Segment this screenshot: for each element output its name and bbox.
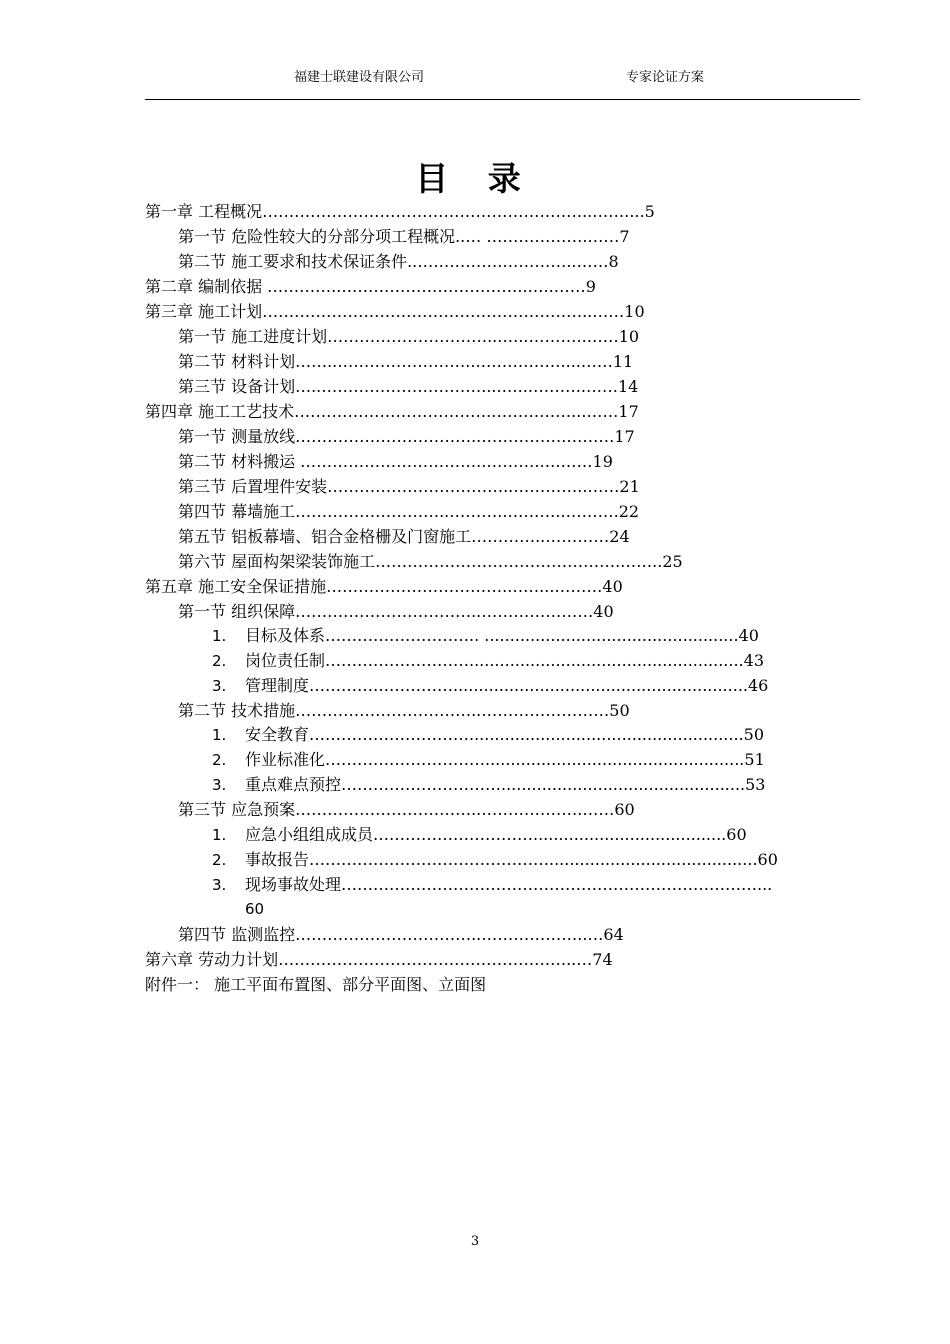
toc-section-4-6[interactable]: 第六节 屋面构架梁装饰施工……………………………………….……..25	[178, 552, 683, 571]
toc-item-5-1-1[interactable]	[212, 626, 759, 646]
toc-section-4-3[interactable]: 第三节 后置埋件安装……………………………..…………..……21	[178, 477, 640, 496]
list-number: 3.	[212, 876, 227, 894]
toc-item-5-1-2[interactable]	[212, 651, 764, 671]
toc-chapter-5[interactable]: 第五章 施工安全保证措施…………………………….……...………40	[145, 577, 623, 596]
toc-section-4-1[interactable]: 第一节 测量放线……………………………..…………….………17	[178, 427, 635, 446]
toc-chapter-2[interactable]: 第二章 编制依据 …………..……………………………..…..……9	[145, 277, 596, 296]
list-number: 1.	[212, 627, 227, 645]
toc-item-label: 重点难点预控…………………………................................................53	[245, 775, 766, 794]
toc-item-label: 作业标准化…………………………...................................................51	[245, 750, 765, 769]
toc-item-label: 安全教育…………………………......................................................50	[245, 725, 765, 744]
list-number: 2.	[212, 751, 227, 769]
toc-section-3-1[interactable]: 第一节 施工进度计划…………………………...…..………..……10	[178, 327, 640, 346]
toc-appendix-1[interactable]: 附件一： 施工平面布置图、部分平面图、立面图	[145, 975, 487, 994]
toc-chapter-6[interactable]: 第六章 劳动力计划………………………………………………..…74	[145, 950, 613, 969]
page-number: 3	[470, 1234, 480, 1249]
toc-item-5-1-3[interactable]	[212, 676, 768, 696]
header-company: 福建士联建设有限公司	[294, 70, 425, 85]
toc-item-5-2-3[interactable]	[212, 775, 766, 795]
toc-section-1-1[interactable]: 第一节 危险性较大的分部分项工程概况..… ……………….……7	[178, 227, 630, 246]
toc-section-5-2[interactable]: 第二节 技术措施……………………………..……………………50	[178, 701, 630, 720]
toc-item-5-2-2[interactable]	[212, 750, 765, 770]
toc-item-label: 事故报告……………………………………….........................................60	[245, 850, 778, 869]
toc-chapter-1[interactable]: 第一章 工程概况……………………………………………………..……....5	[145, 202, 655, 221]
toc-section-5-3[interactable]: 第三节 应急预案……………………………..……………….……60	[178, 800, 635, 819]
list-number: 1.	[212, 726, 227, 744]
toc-section-4-5[interactable]: 第五节 铝板幕墙、铝合金格栅及门窗施工…………..…………24	[178, 527, 630, 546]
toc-chapter-4[interactable]: 第四章 施工工艺技术……………………………….……………...……17	[145, 402, 639, 421]
toc-item-label: 岗位责任制………………………......................................................43	[245, 651, 765, 670]
toc-section-4-4[interactable]: 第四节 幕墙施工………………………..………..………..……….22	[178, 502, 640, 521]
toc-item-5-3-3[interactable]	[212, 875, 772, 895]
toc-item-5-3-3-page[interactable]: 60	[245, 900, 265, 918]
list-number: 2.	[212, 652, 227, 670]
toc-item-5-3-2[interactable]	[212, 850, 778, 870]
toc-section-5-4[interactable]: 第四节 监测监控……………………………..………………..…64	[178, 925, 624, 944]
list-number: 3.	[212, 776, 227, 794]
toc-chapter-3[interactable]: 第三章 施工计划……………………………………………………..……10	[145, 302, 645, 321]
toc-section-4-2[interactable]: 第二节 材料搬运 ……………………………..……….….……19	[178, 452, 613, 471]
page-title: 目 录	[415, 159, 535, 198]
toc-section-3-2[interactable]: 第二节 材料计划……..……………………..….…………....……11	[178, 352, 634, 371]
toc-section-5-1[interactable]: 第一节 组织保障……………………………..…………………40	[178, 602, 614, 621]
toc-item-label: 管理制度………………………..........................................................46	[245, 676, 769, 695]
toc-item-5-2-1[interactable]	[212, 725, 764, 745]
list-number: 3.	[212, 677, 227, 695]
toc-item-label: 应急小组组成成员…………………………......................................60	[245, 825, 747, 844]
header-doc-type: 专家论证方案	[626, 70, 705, 85]
toc-section-3-3[interactable]: 第三节 设备计划…..…………………………....…..………..……14	[178, 377, 639, 396]
toc-item-label: 现场事故处理……………………………………………………………………...	[245, 875, 773, 894]
list-number: 2.	[212, 851, 227, 869]
toc-item-5-3-1[interactable]	[212, 825, 747, 845]
list-number: 1.	[212, 826, 227, 844]
toc-section-1-2[interactable]: 第二节 施工要求和技术保证条件..…………….…………..……8	[178, 252, 619, 271]
toc-item-label: 目标及体系……………………….. ..................................................40	[245, 626, 759, 645]
